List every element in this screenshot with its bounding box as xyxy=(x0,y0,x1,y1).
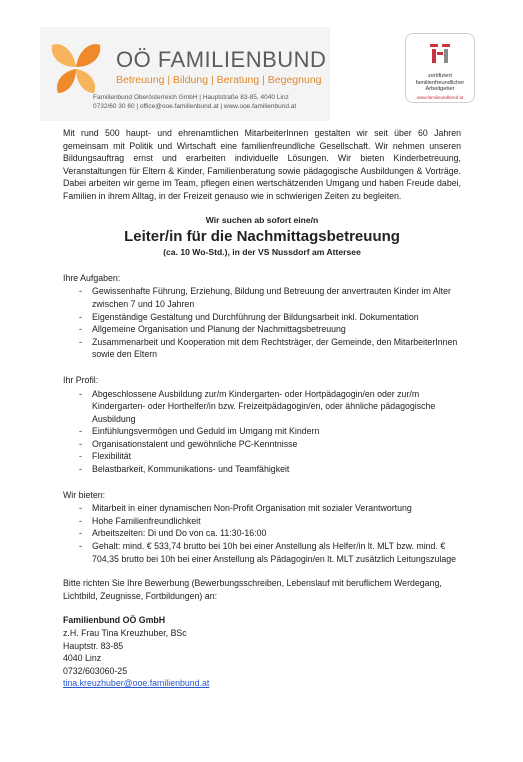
dash-bullet: - xyxy=(79,528,82,539)
dash-bullet: - xyxy=(79,451,82,462)
list-item xyxy=(63,463,461,476)
familienbund-logo xyxy=(40,27,330,121)
list-item-text: Gehalt: mind. € 533,74 brutto bei 10h bei einer Anstellung als Helfer/in lt. MLT bzw. mind. € 704,35 brutto bei 10h bei einer Anstellung als Pädagogin/en lt. MLT zusätzlich Leitungszulage xyxy=(92,541,457,564)
list-item xyxy=(63,515,461,528)
dash-bullet: - xyxy=(79,324,82,335)
list-item xyxy=(63,438,461,451)
list-item xyxy=(63,450,461,463)
dash-bullet: - xyxy=(79,388,82,399)
contact-street: Hauptstr. 83-85 xyxy=(63,640,124,651)
bieten-list xyxy=(63,502,461,565)
dash-bullet: - xyxy=(79,311,82,322)
badge-url: www.familieundberuf.at xyxy=(416,94,464,100)
contact-city: 4040 Linz xyxy=(63,653,102,664)
dash-bullet: - xyxy=(79,464,82,475)
contact-person: z.H. Frau Tina Kreuzhuber, BSc xyxy=(63,628,187,638)
contact-email-link[interactable]: tina.kreuzhuber@ooe.familienbund.at xyxy=(63,678,210,689)
certificate-seal-icon xyxy=(422,40,458,68)
butterfly-logo-icon xyxy=(48,37,104,99)
letterhead xyxy=(40,23,480,123)
brand-tagline: Betreuung | Bildung | Beratung | Begegnung xyxy=(116,74,322,86)
dash-bullet: - xyxy=(79,336,82,347)
family-friendly-employer-badge xyxy=(405,33,475,103)
dash-bullet: - xyxy=(79,438,82,449)
job-title: Leiter/in für die Nachmittagsbetreuung xyxy=(124,228,400,246)
list-item xyxy=(63,527,461,540)
list-item-text: Hohe Familienfreundlichkeit xyxy=(92,515,201,526)
brand-title: OÖ FAMILIENBUND xyxy=(116,47,327,72)
list-item-text: Allgemeine Organisation und Planung der Nachmittagsbetreuung xyxy=(92,324,346,335)
list-item xyxy=(63,540,461,565)
list-item xyxy=(63,285,461,310)
letterhead-address: Familienbund Oberösterreich GmbH | Hauptstraße 83-85, 4040 Linz xyxy=(93,94,289,101)
list-item-text: Einfühlungsvermögen und Geduld im Umgang mit Kindern xyxy=(92,426,320,437)
letterhead-contact: 0732/60 30 60 | office@ooe.familienbund.at | www.ooe.familienbund.at xyxy=(93,103,297,110)
aufgaben-list xyxy=(63,285,461,361)
list-item-text: Mitarbeit in einer dynamischen Non-Profit Organisation mit sozialer Verantwortung xyxy=(92,503,412,514)
badge-line-2: familienfreundlicher xyxy=(415,79,465,86)
application-instructions: Bitte richten Sie Ihre Bewerbung (Bewerbungsschreiben, Lebenslauf mit beruflichem Werdegang, Lichtbild, Zeugnisse, Fortbildungen) an: xyxy=(63,578,442,601)
list-item-text: Gewissenhafte Führung, Erziehung, Bildung und Betreuung der anvertrauten Kinder im Alter zwischen 7 und 10 Jahren xyxy=(92,286,451,309)
job-subtitle: (ca. 10 Wo-Std.), in der VS Nussdorf am Attersee xyxy=(163,247,361,258)
dash-bullet: - xyxy=(79,503,82,514)
bieten-heading: Wir bieten: xyxy=(63,489,106,500)
aufgaben-heading: Ihre Aufgaben: xyxy=(63,272,121,283)
list-item-text: Eigenständige Gestaltung und Durchführung der Bildungsarbeit inkl. Dokumentation xyxy=(92,311,419,322)
list-item-text: Flexibilität xyxy=(92,451,132,462)
contact-org: Familienbund OÖ GmbH xyxy=(63,615,166,626)
list-item-text: Organisationstalent und gewöhnliche PC-Kenntnisse xyxy=(92,438,298,449)
list-item-text: Arbeitszeiten: Di und Do von ca. 11:30-16:00 xyxy=(92,528,267,539)
dash-bullet: - xyxy=(79,286,82,297)
list-item xyxy=(63,336,461,361)
job-posting xyxy=(63,127,461,690)
list-item-text: Belastbarkeit, Kommunikations- und Teamfähigkeit xyxy=(92,464,290,475)
list-item xyxy=(63,502,461,515)
list-item xyxy=(63,311,461,324)
list-item xyxy=(63,425,461,438)
list-item-text: Zusammenarbeit und Kooperation mit dem Rechtsträger, der Gemeinde, den MitarbeiterInnen sowie den Eltern xyxy=(92,336,458,360)
dash-bullet: - xyxy=(79,541,82,552)
wir-suchen-line: Wir suchen ab sofort eine/n xyxy=(205,214,319,225)
list-item-text: Abgeschlossene Ausbildung zur/m Kindergarten- oder Hortpädagogin/en oder zur/m Kindergarten- oder Horthelfer/in bzw. Freizeitpädagogin/en, oder ähnliche pädagogische Ausbildung xyxy=(92,388,436,424)
intro-paragraph: Mit rund 500 haupt- und ehrenamtlichen MitarbeiterInnen gestalten wir seit über 60 Jahren gemeinsam mit Politik und Wirtschaft eine familienfreundliche Gesellschaft. Wir nehmen unseren Bildungsauftrag ernst und erarbeiten individuelle Lösungen. Wir bieten Kinderbetreuung, Veranstaltungen für Eltern & Kinder, Familienberatung sowie pädagogische Ausbildungen & Vorträge. Dabei arbeiten wir gerne im Team, pflegen einen wertschätzenden Umgang und haben Freude dabei, Familien in ihrem Alltag, in der Freizeit genauso wie in schwierigen Zeiten zu begleiten. xyxy=(63,128,461,201)
badge-line-1: zertifiziert xyxy=(428,73,452,79)
dash-bullet: - xyxy=(79,515,82,526)
badge-line-3: Arbeitgeber xyxy=(425,86,455,92)
list-item xyxy=(63,388,461,426)
list-item xyxy=(63,323,461,336)
dash-bullet: - xyxy=(79,426,82,437)
contact-phone: 0732/603060-25 xyxy=(63,665,128,676)
contact-block xyxy=(63,614,461,690)
profil-heading: Ihr Profil: xyxy=(63,374,99,385)
profil-list xyxy=(63,388,461,476)
